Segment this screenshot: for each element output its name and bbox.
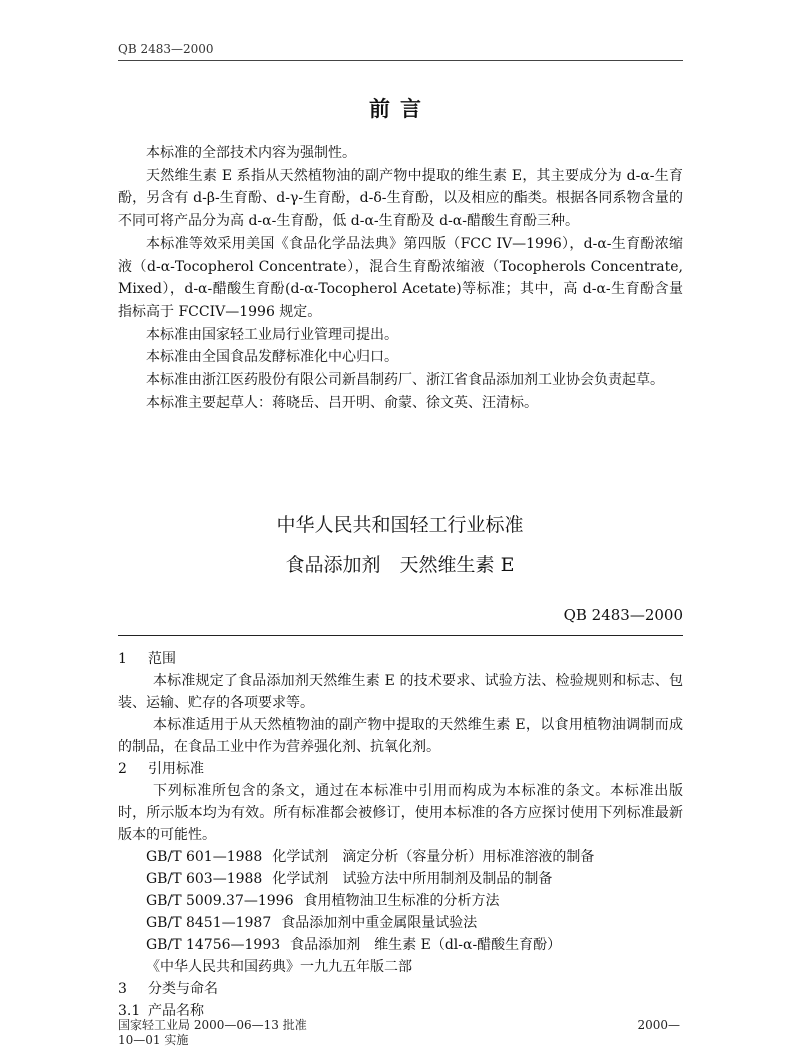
body-rule xyxy=(118,635,683,636)
reference-code: GB/T 601—1988 xyxy=(146,849,263,865)
standard-body xyxy=(118,648,683,1022)
section-paragraph: 本标准适用于从天然植物油的副产物中提取的天然维生素 E，以食用植物油调制而成的制品，在食品工业中作为营养强化剂、抗氧化剂。 xyxy=(118,717,683,755)
section-paragraph: 本标准规定了食品添加剂天然维生素 E 的技术要求、试验方法、检验规则和标志、包装、运输、贮存的各项要求等。 xyxy=(118,673,683,711)
header-standard-code: QB 2483—2000 xyxy=(118,42,214,56)
reference-item xyxy=(118,890,683,912)
reference-item xyxy=(118,868,683,890)
header-rule xyxy=(118,60,683,61)
standard-code: QB 2483—2000 xyxy=(563,606,683,624)
footer-dates xyxy=(118,1018,307,1048)
reference-title: 食品添加剂中重金属限量试验法 xyxy=(281,915,478,931)
section-heading xyxy=(118,648,683,670)
section-heading xyxy=(118,758,683,780)
reference-item xyxy=(118,846,683,868)
reference-code: GB/T 14756—1993 xyxy=(146,937,281,953)
footer-implemented: 10—01 实施 xyxy=(118,1033,189,1047)
foreword-paragraph: 本标准由浙江医药股份有限公司新昌制药厂、浙江省食品添加剂工业协会负责起草。 xyxy=(146,372,664,389)
section-number: 3 xyxy=(118,981,127,997)
foreword-title: 前言 xyxy=(369,96,431,121)
footer-right: 2000— xyxy=(637,1018,680,1032)
standard-name: 食品添加剂 天然维生素 E xyxy=(285,554,515,576)
section-heading xyxy=(118,978,683,1000)
section-title: 分类与命名 xyxy=(148,981,218,997)
section-paragraph: 下列标准所包含的条文，通过在本标准中引用而构成为本标准的条文。本标准出版时，所示版本均为有效。所有标准都会被修订，使用本标准的各方应探讨使用下列标准最新版本的可能性。 xyxy=(118,783,683,843)
reference-item xyxy=(118,934,683,956)
foreword-body xyxy=(118,142,683,414)
foreword-paragraph: 天然维生素 E 系指从天然植物油的副产物中提取的维生素 E，其主要成分为 d-α-生育酚，另含有 d-β-生育酚、d-γ-生育酚，d-δ-生育酚，以及相应的酯类。根据各同系物含量的不同可将产品分为高 d-α-生育酚，低 d-α-生育酚及 d-α-醋酸生育酚三种。 xyxy=(118,167,683,230)
footer-approved: 国家轻工业局 2000—06—13 批准 xyxy=(118,1018,307,1032)
foreword-paragraph: 本标准由全国食品发酵标准化中心归口。 xyxy=(146,349,398,366)
subsection-number: 3.1 xyxy=(118,1003,141,1019)
standard-org-title: 中华人民共和国轻工行业标准 xyxy=(276,514,524,536)
subsection-title: 产品名称 xyxy=(148,1003,204,1019)
reference-code: GB/T 8451—1987 xyxy=(146,915,272,931)
reference-pharmacopoeia: 《中华人民共和国药典》一九九五年版二部 xyxy=(146,959,412,975)
reference-code: GB/T 5009.37—1996 xyxy=(146,893,294,909)
foreword-paragraph: 本标准等效采用美国《食品化学品法典》第四版（FCC IV—1996），d-α-生育酚浓缩液（d-α-Tocopherol Concentrate），混合生育酚浓缩液（Tocopherols Concentrate, Mixed），d-α-醋酸生育酚(d-α-Tocopherol Acetate)等标准；其中，高 d-α-生育酚含量指标高于 FCCIV—1996 规定。 xyxy=(118,235,683,320)
reference-code: GB/T 603—1988 xyxy=(146,871,263,887)
section-number: 1 xyxy=(118,651,127,667)
reference-title: 食品添加剂 维生素 E（dl-α-醋酸生育酚） xyxy=(290,937,562,953)
foreword-paragraph: 本标准主要起草人：蒋晓岳、吕开明、俞蒙、徐文英、汪清标。 xyxy=(146,394,538,411)
section-title: 范围 xyxy=(148,651,176,667)
reference-title: 化学试剂 滴定分析（容量分析）用标准溶液的制备 xyxy=(272,849,595,865)
reference-title: 化学试剂 试验方法中所用制剂及制品的制备 xyxy=(272,871,553,887)
reference-item xyxy=(118,912,683,934)
section-number: 2 xyxy=(118,761,127,777)
section-title: 引用标准 xyxy=(148,761,204,777)
reference-title: 食用植物油卫生标准的分析方法 xyxy=(303,893,500,909)
foreword-paragraph: 本标准由国家轻工业局行业管理司提出。 xyxy=(146,326,398,343)
foreword-paragraph: 本标准的全部技术内容为强制性。 xyxy=(146,145,356,161)
